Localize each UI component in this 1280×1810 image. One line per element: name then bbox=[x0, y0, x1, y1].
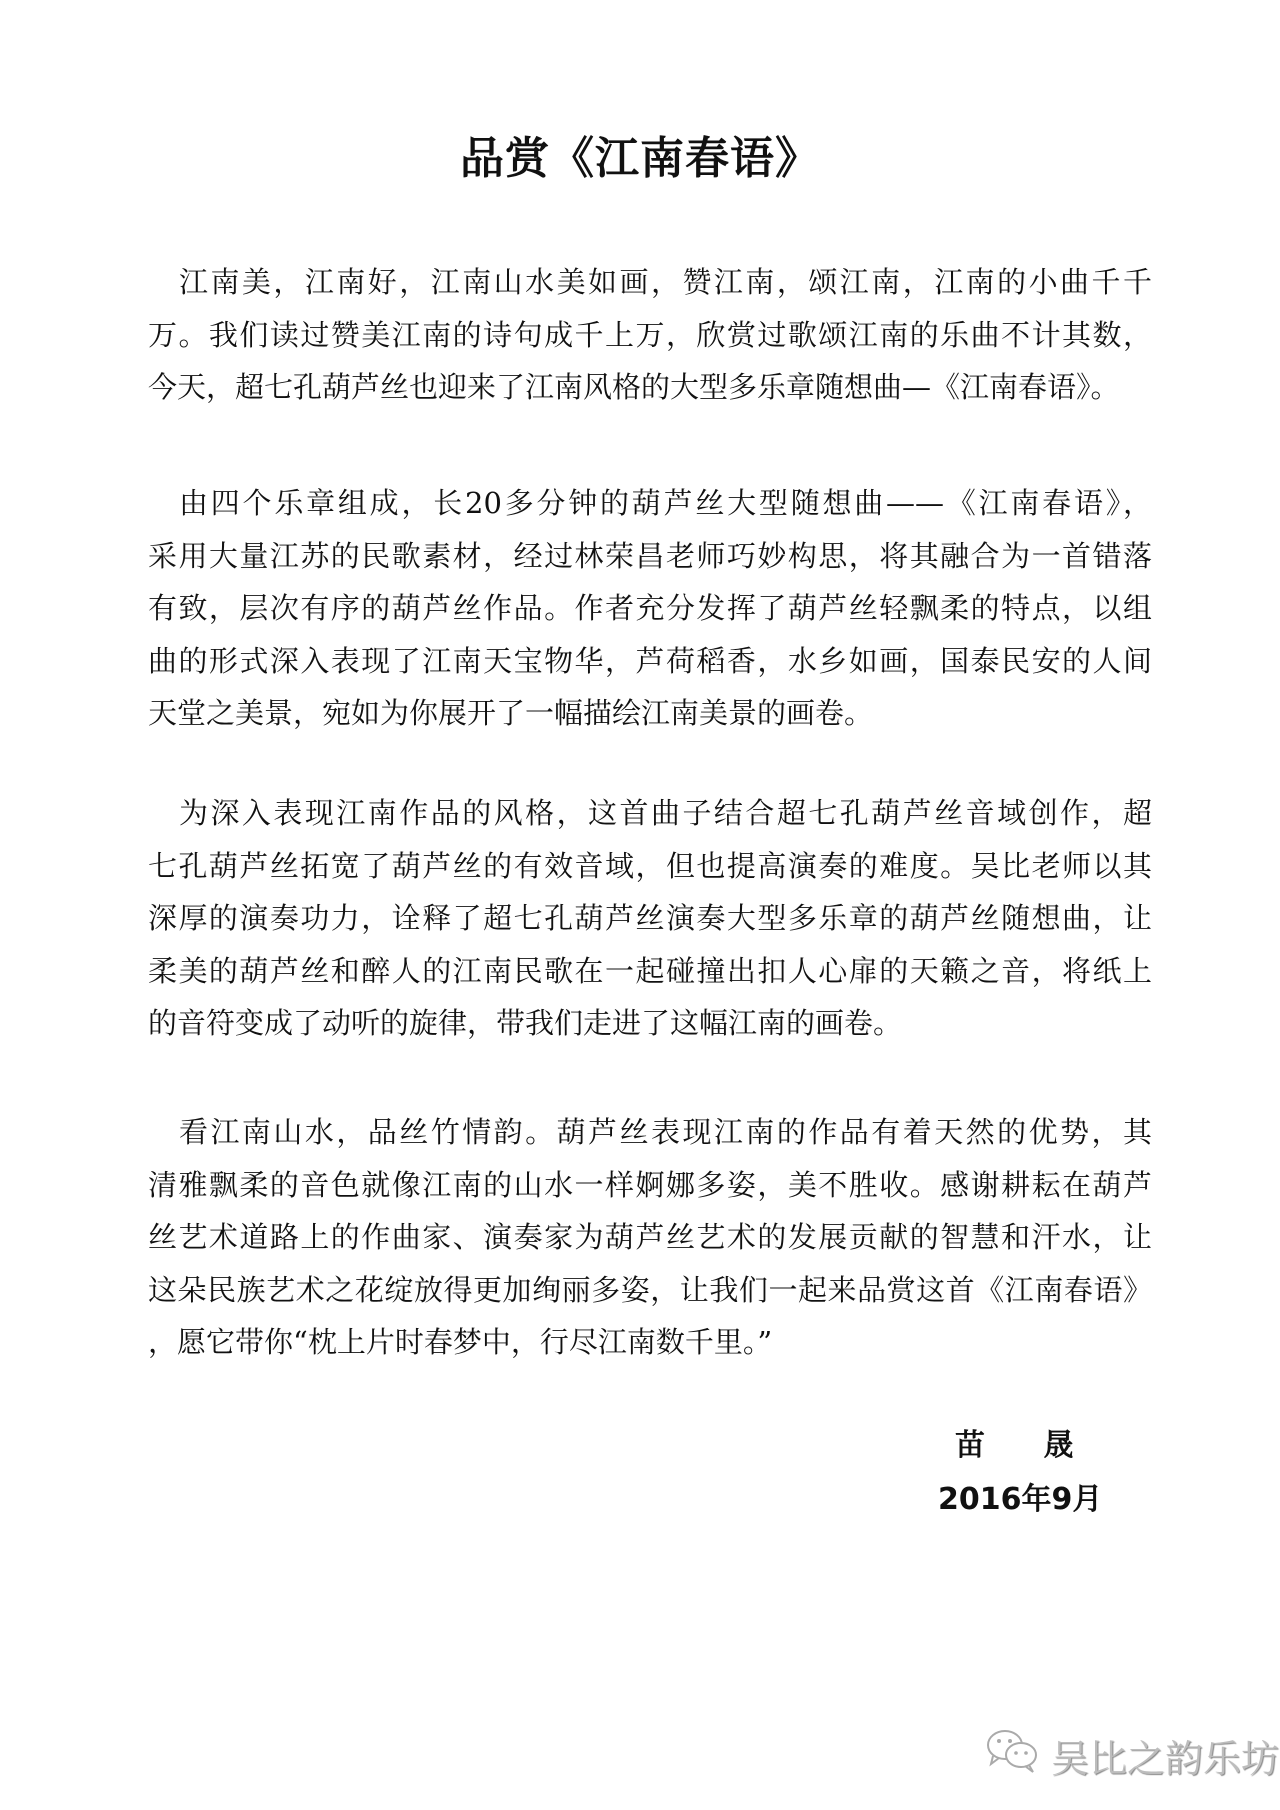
watermark bbox=[985, 1728, 1279, 1783]
watermark-text: 吴比之韵乐坊 bbox=[1051, 1737, 1280, 1781]
text-line: 为深入表现江南作品的风格，这首曲子结合超七孔葫芦丝音域创作，超 bbox=[179, 796, 1152, 830]
paragraph-1 bbox=[148, 256, 1152, 414]
text-line: 曲的形式深入表现了江南天宝物华，芦荷稻香，水乡如画，国泰民安的人间 bbox=[148, 643, 1152, 678]
text-line: 七孔葫芦丝拓宽了葫芦丝的有效音域，但也提高演奏的难度。吴比老师以其 bbox=[148, 848, 1152, 883]
text-line: 采用大量江苏的民歌素材，经过林荣昌老师巧妙构思，将其融合为一首错落 bbox=[148, 538, 1152, 573]
text-line: 有致，层次有序的葫芦丝作品。作者充分发挥了葫芦丝轻飘柔的特点，以组 bbox=[148, 591, 1152, 625]
text-line: 丝艺术道路上的作曲家、演奏家为葫芦丝艺术的发展贡献的智慧和汗水，让 bbox=[148, 1220, 1152, 1254]
text-line: 柔美的葫芦丝和醉人的江南民歌在一起碰撞出扣人心扉的天籁之音，将纸上 bbox=[148, 953, 1152, 988]
text-line: 万。我们读过赞美江南的诗句成千上万，欣赏过歌颂江南的乐曲不计其数， bbox=[148, 317, 1152, 352]
date: 2016年9月 bbox=[938, 1482, 1103, 1517]
text-line: 的音符变成了动听的旋律，带我们走进了这幅江南的画卷。 bbox=[148, 1006, 903, 1040]
author-signature: 苗 晟 bbox=[955, 1428, 1098, 1463]
page-title: 品赏《江南春语》 bbox=[460, 133, 820, 184]
text-line: 看江南山水，品丝竹情韵。葫芦丝表现江南的作品有着天然的优势，其 bbox=[179, 1115, 1152, 1149]
text-line: 清雅飘柔的音色就像江南的山水一样婀娜多姿，美不胜收。感谢耕耘在葫芦 bbox=[148, 1167, 1152, 1202]
text-line: 这朵民族艺术之花绽放得更加绚丽多姿，让我们一起来品赏这首《江南春语》 bbox=[148, 1272, 1152, 1307]
paragraph-3 bbox=[148, 787, 1152, 1050]
paragraph-4 bbox=[148, 1106, 1152, 1369]
wechat-icon bbox=[985, 1728, 1041, 1783]
text-line: ，愿它带你“枕上片时春梦中，行尽江南数千里。” bbox=[148, 1325, 773, 1359]
text-line: 天堂之美景，宛如为你展开了一幅描绘江南美景的画卷。 bbox=[148, 696, 874, 730]
text-line: 由四个乐章组成，长20多分钟的葫芦丝大型随想曲——《江南春语》， bbox=[179, 486, 1152, 520]
text-line: 江南美，江南好，江南山水美如画，赞江南，颂江南，江南的小曲千千 bbox=[179, 265, 1152, 299]
paragraph-2 bbox=[148, 477, 1152, 740]
text-line: 深厚的演奏功力，诠释了超七孔葫芦丝演奏大型多乐章的葫芦丝随想曲，让 bbox=[148, 901, 1152, 935]
text-line: 今天，超七孔葫芦丝也迎来了江南风格的大型多乐章随想曲—《江南春语》。 bbox=[148, 370, 1120, 404]
